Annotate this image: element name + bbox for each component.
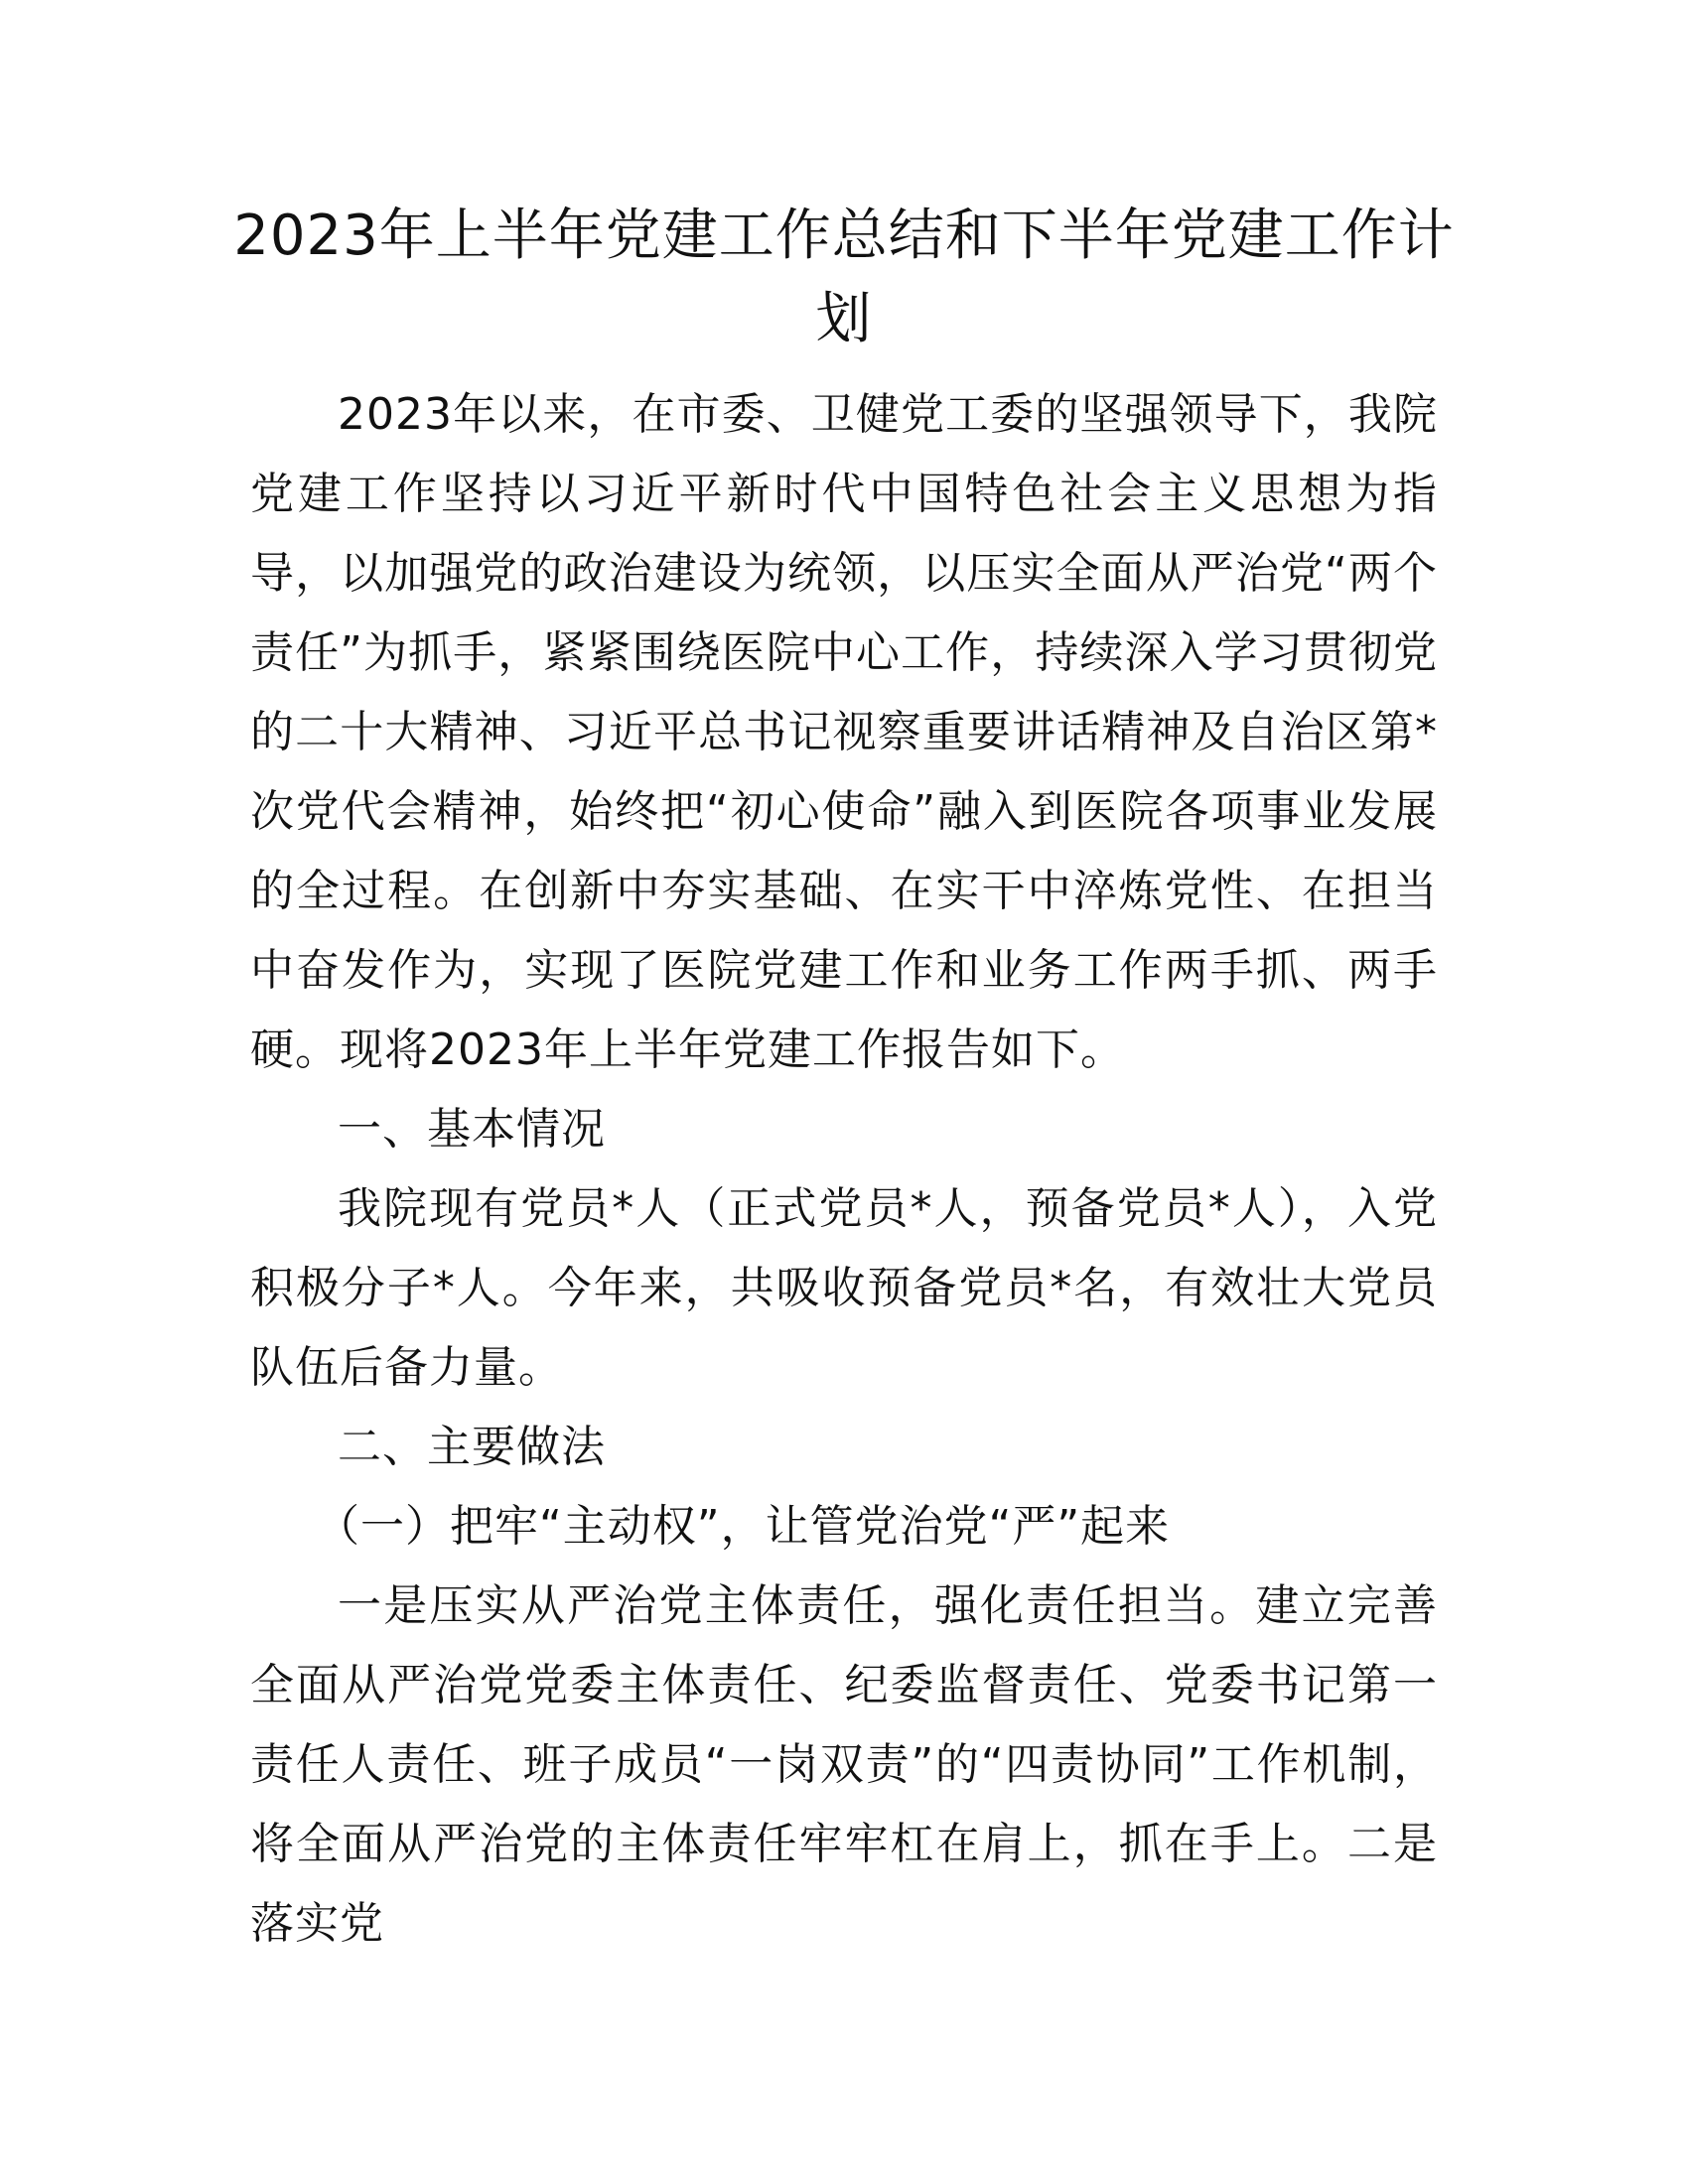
practice-paragraph-1: 一是压实从严治党主体责任，强化责任担当。建立完善全面从严治党党委主体责任、纪委监督责任、党委书记第一责任人责任、班子成员“一岗双责”的“四责协同”工作机制，将全面从严治党的主体责任牢牢杠在肩上，抓在手上。二是落实党 [250, 1580, 1438, 1949]
document-title: 2023年上半年党建工作总结和下半年党建工作计划 [233, 204, 1455, 351]
basic-situation-paragraph: 我院现有党员*人（正式党员*人，预备党员*人），入党积极分子*人。今年来，共吸收预备党员*名，有效壮大党员队伍后备力量。 [250, 1183, 1438, 1393]
section-heading-main-practices: 二、主要做法 [338, 1422, 606, 1472]
intro-paragraph: 2023年以来，在市委、卫健党工委的坚强领导下，我院党建工作坚持以习近平新时代中国特色社会主义思想为指导，以加强党的政治建设为统领，以压实全面从严治党“两个责任”为抓手，紧紧围绕医院中心工作，持续深入学习贯彻党的二十大精神、习近平总书记视察重要讲话精神及自治区第*次党代会精神，始终把“初心使命”融入到医院各项事业发展的全过程。在创新中夯实基础、在实干中淬炼党性、在担当中奋发作为，实现了医院党建工作和业务工作两手抓、两手硬。现将2023年上半年党建工作报告如下。 [250, 389, 1438, 1075]
subsection-heading-1: （一）把牢“主动权”，让管党治党“严”起来 [316, 1501, 1171, 1552]
section-heading-basic-situation: 一、基本情况 [338, 1104, 606, 1155]
